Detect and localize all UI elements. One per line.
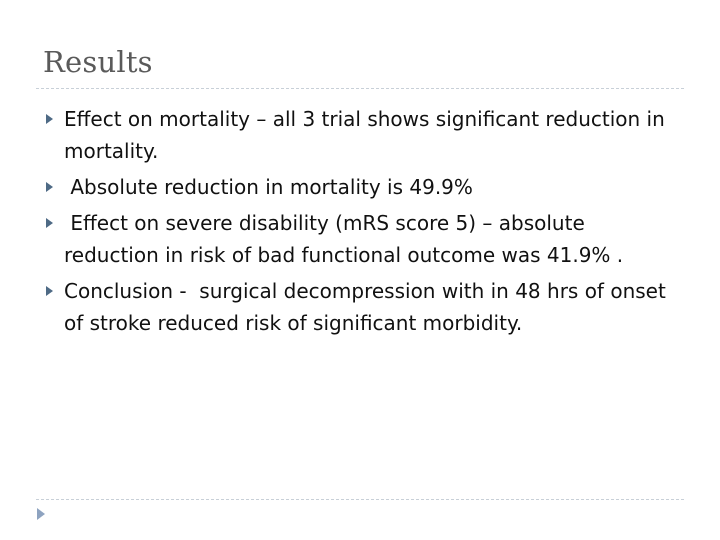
bullet-text: Effect on severe disability (mRS score 5) – absolute reduction in risk of bad functional outcome was 41.9% . [64,211,624,267]
next-slide-arrow-icon[interactable] [37,508,45,520]
slide-title: Results [43,45,153,79]
bullet-item [42,103,682,167]
bullet-list [42,103,682,343]
bullet-text: Conclusion - surgical decompression with in 48 hrs of onset of stroke reduced risk of significant morbidity. [64,279,673,335]
triangle-bullet-icon [46,286,53,296]
bullet-item [42,275,682,339]
bullet-text: Effect on mortality – all 3 trial shows significant reduction in mortality. [64,107,672,163]
bullet-text: Absolute reduction in mortality is 49.9% [64,175,473,199]
triangle-bullet-icon [46,218,53,228]
triangle-bullet-icon [46,182,53,192]
title-divider [36,88,684,89]
bullet-item [42,207,682,271]
triangle-bullet-icon [46,114,53,124]
bullet-item [42,171,682,203]
footer-divider [36,499,684,500]
